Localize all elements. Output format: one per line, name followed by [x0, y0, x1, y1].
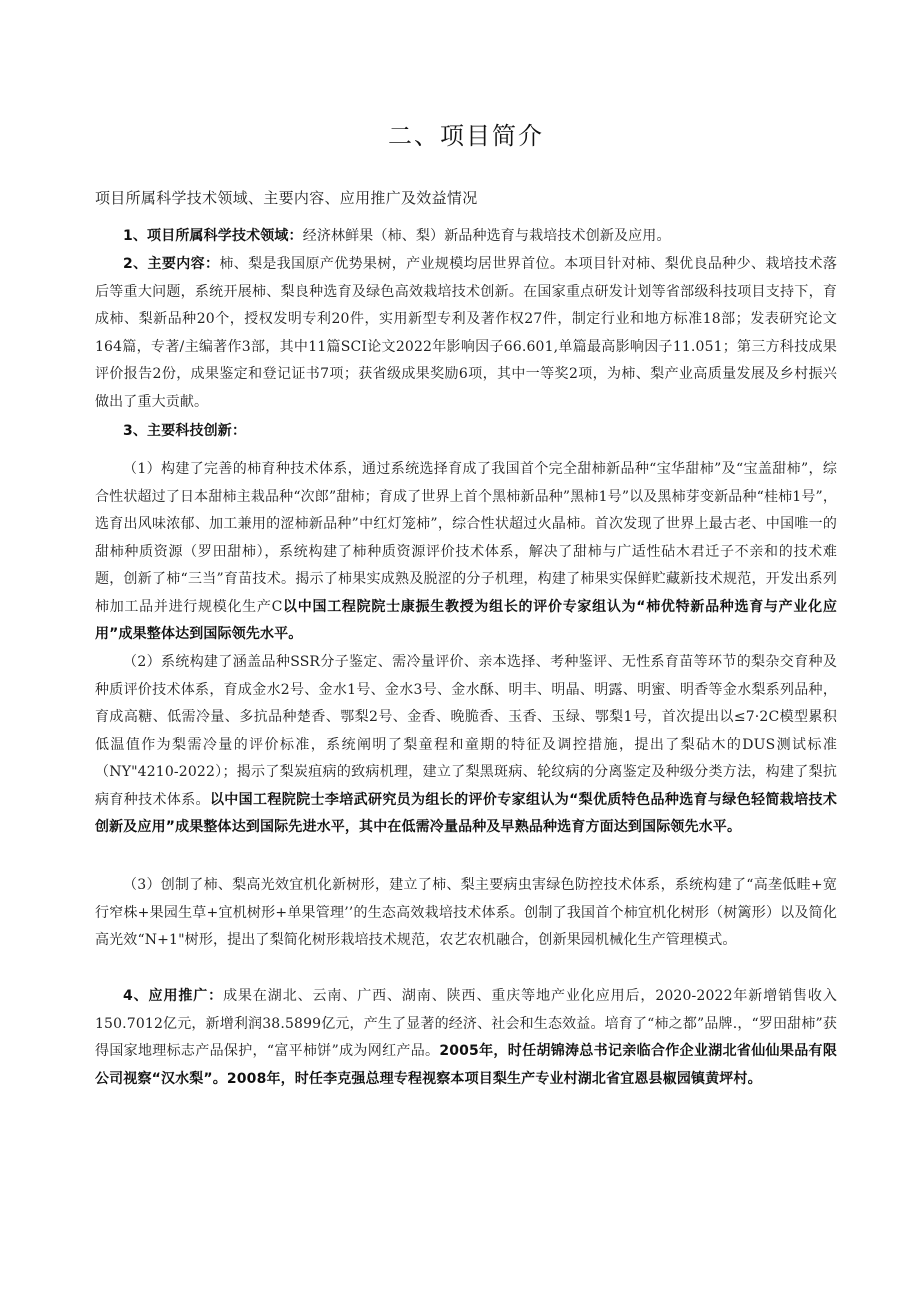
section-3-heading — [95, 418, 837, 446]
section-2-label: 2、主要内容： — [123, 256, 220, 272]
innovation-1-text: （1）构建了完善的柿育种技术体系，通过系统选择育成了我国首个完全甜柿新品种“宝华甜柿”及“宝盖甜柿”，综合性状超过了日本甜柿主栽品种“次郎”甜柿；育成了世界上首个黑柿新品种”黑柿1号”以及黑柿芽变新品种“桂柿1号”，选育出风味浓郁、加工兼用的涩柿新品种”中红灯笼柿”，综合性状超过火晶柿。首次发现了世界上最古老、中国唯一的甜柿种质资源（罗田甜柿），系统构建了柿种质资源评价技术体系，解决了甜柿与广适性砧木君迁子不亲和的技术难题，创新了柿“三当”育苗技术。揭示了柿果实成熟及脱涩的分子机理，构建了柿果实保鲜贮藏新技术规范，开发出系列柿加工品并进行规模化生产C — [95, 461, 837, 615]
innovation-item-2 — [95, 649, 837, 842]
section-1-text: 经济林鲜果（柿、梨）新品种选育与栽培技术创新及应用。 — [302, 228, 671, 244]
section-4-highlight: 2005年，时任胡锦涛总书记亲临合作企业湖北省仙仙果品有限公司视察“汉水梨”。2008年，时任李克强总理专程视察本项目梨生产专业村湖北省宜恩县椒园镇黄坪村。 — [95, 1043, 837, 1087]
section-2-text: 柿、梨是我国原产优势果树，产业规模均居世界首位。本项目针对柿、梨优良品种少、栽培技术落后等重大问题，系统开展柿、梨良种选育及绿色高效栽培技术创新。在国家重点研发计划等省部级科技项目支持下，育成柿、梨新品种20个，授权发明专利20件，实用新型专利及著作权27件，制定行业和地方标准18部；发表研究论文164篇，专著/主编著作3部，其中11篇SCI论文2022年影响因子66.601,单篇最高影响因子11.051；第三方科技成果评价报告2份，成果鉴定和登记证书7项；获省级成果奖励6项，其中一等奖2项，为柿、梨产业高质量发展及乡村振兴做出了重大贡献。 — [95, 256, 837, 410]
section-4-label: 4、应用推广： — [123, 988, 224, 1004]
section-4-text: 成果在湖北、云南、广西、湖南、陕西、重庆等地产业化应用后，2020-2022年新增销售收入150.7012亿元，新增利润38.5899亿元，产生了显著的经济、社会和生态效益。培育了“柿之都”品牌.，“罗田甜柿”获得国家地理标志产品保护，“富平柿饼”成为网红产品。 — [95, 988, 837, 1059]
section-2-paragraph — [95, 251, 837, 416]
innovation-2-conclusion: 以中国工程院院士李培武研究员为组长的评价专家组认为“梨优质特色品种选育与绿色轻简栽培技术创新及应用”成果整体达到国际先进水平，其中在低需冷量品种及早熟品种选育方面达到国际领先水平。 — [95, 791, 837, 835]
innovation-3-text: （3）创制了柿、梨高光效宜机化新树形，建立了柿、梨主要病虫害绿色防控技术体系，系统构建了“高垄低畦+宽行窄株+果园生草+宜机树形+单果管理’’的生态高效栽培技术体系。创制了我国首个柿宜机化树形（树篱形）以及简化高光效“N+1"树形，提出了梨简化树形栽培技术规范，农艺农机融合，创新果园机械化生产管理模式。 — [95, 877, 837, 948]
section-subtitle: 项目所属科学技术领域、主要内容、应用推广及效益情况 — [95, 189, 478, 207]
innovation-item-3 — [95, 872, 837, 955]
section-3-label: 3、主要科技创新： — [123, 423, 247, 439]
section-4-paragraph — [95, 983, 837, 1093]
page-title: 二、项目简介 — [388, 122, 544, 150]
innovation-item-1 — [95, 456, 837, 649]
section-1-label: 1、项目所属科学技术领域： — [123, 228, 303, 244]
innovation-2-text: （2）系统构建了涵盖品种SSR分子鉴定、需冷量评价、亲本选择、考种鉴评、无性系育苗等环节的梨杂交育种及种质评价技术体系，育成金水2号、金水1号、金水3号、金水酥、明丰、明晶、明露、明蜜、明香等金水梨系列品种，育成高糖、低需冷量、多抗品种楚香、鄂梨2号、金香、晚脆香、玉香、玉绿、鄂梨1号，首次提出以≤7·2C模型累积低温值作为梨需冷量的评价标准，系统阐明了梨童程和童期的特征及调控措施，提出了梨砧木的DUS测试标准（NY"4210-2022）；揭示了梨炭疽病的致病机理，建立了梨黑斑病、轮纹病的分离鉴定及种级分类方法，构建了梨抗病育种技术体系。 — [95, 654, 837, 808]
section-1-paragraph — [95, 223, 837, 251]
innovation-1-conclusion: 以中国工程院院士康振生教授为组长的评价专家组认为“柿优特新品种选育与产业化应用”成果整体达到国际领先水平。 — [95, 598, 837, 642]
